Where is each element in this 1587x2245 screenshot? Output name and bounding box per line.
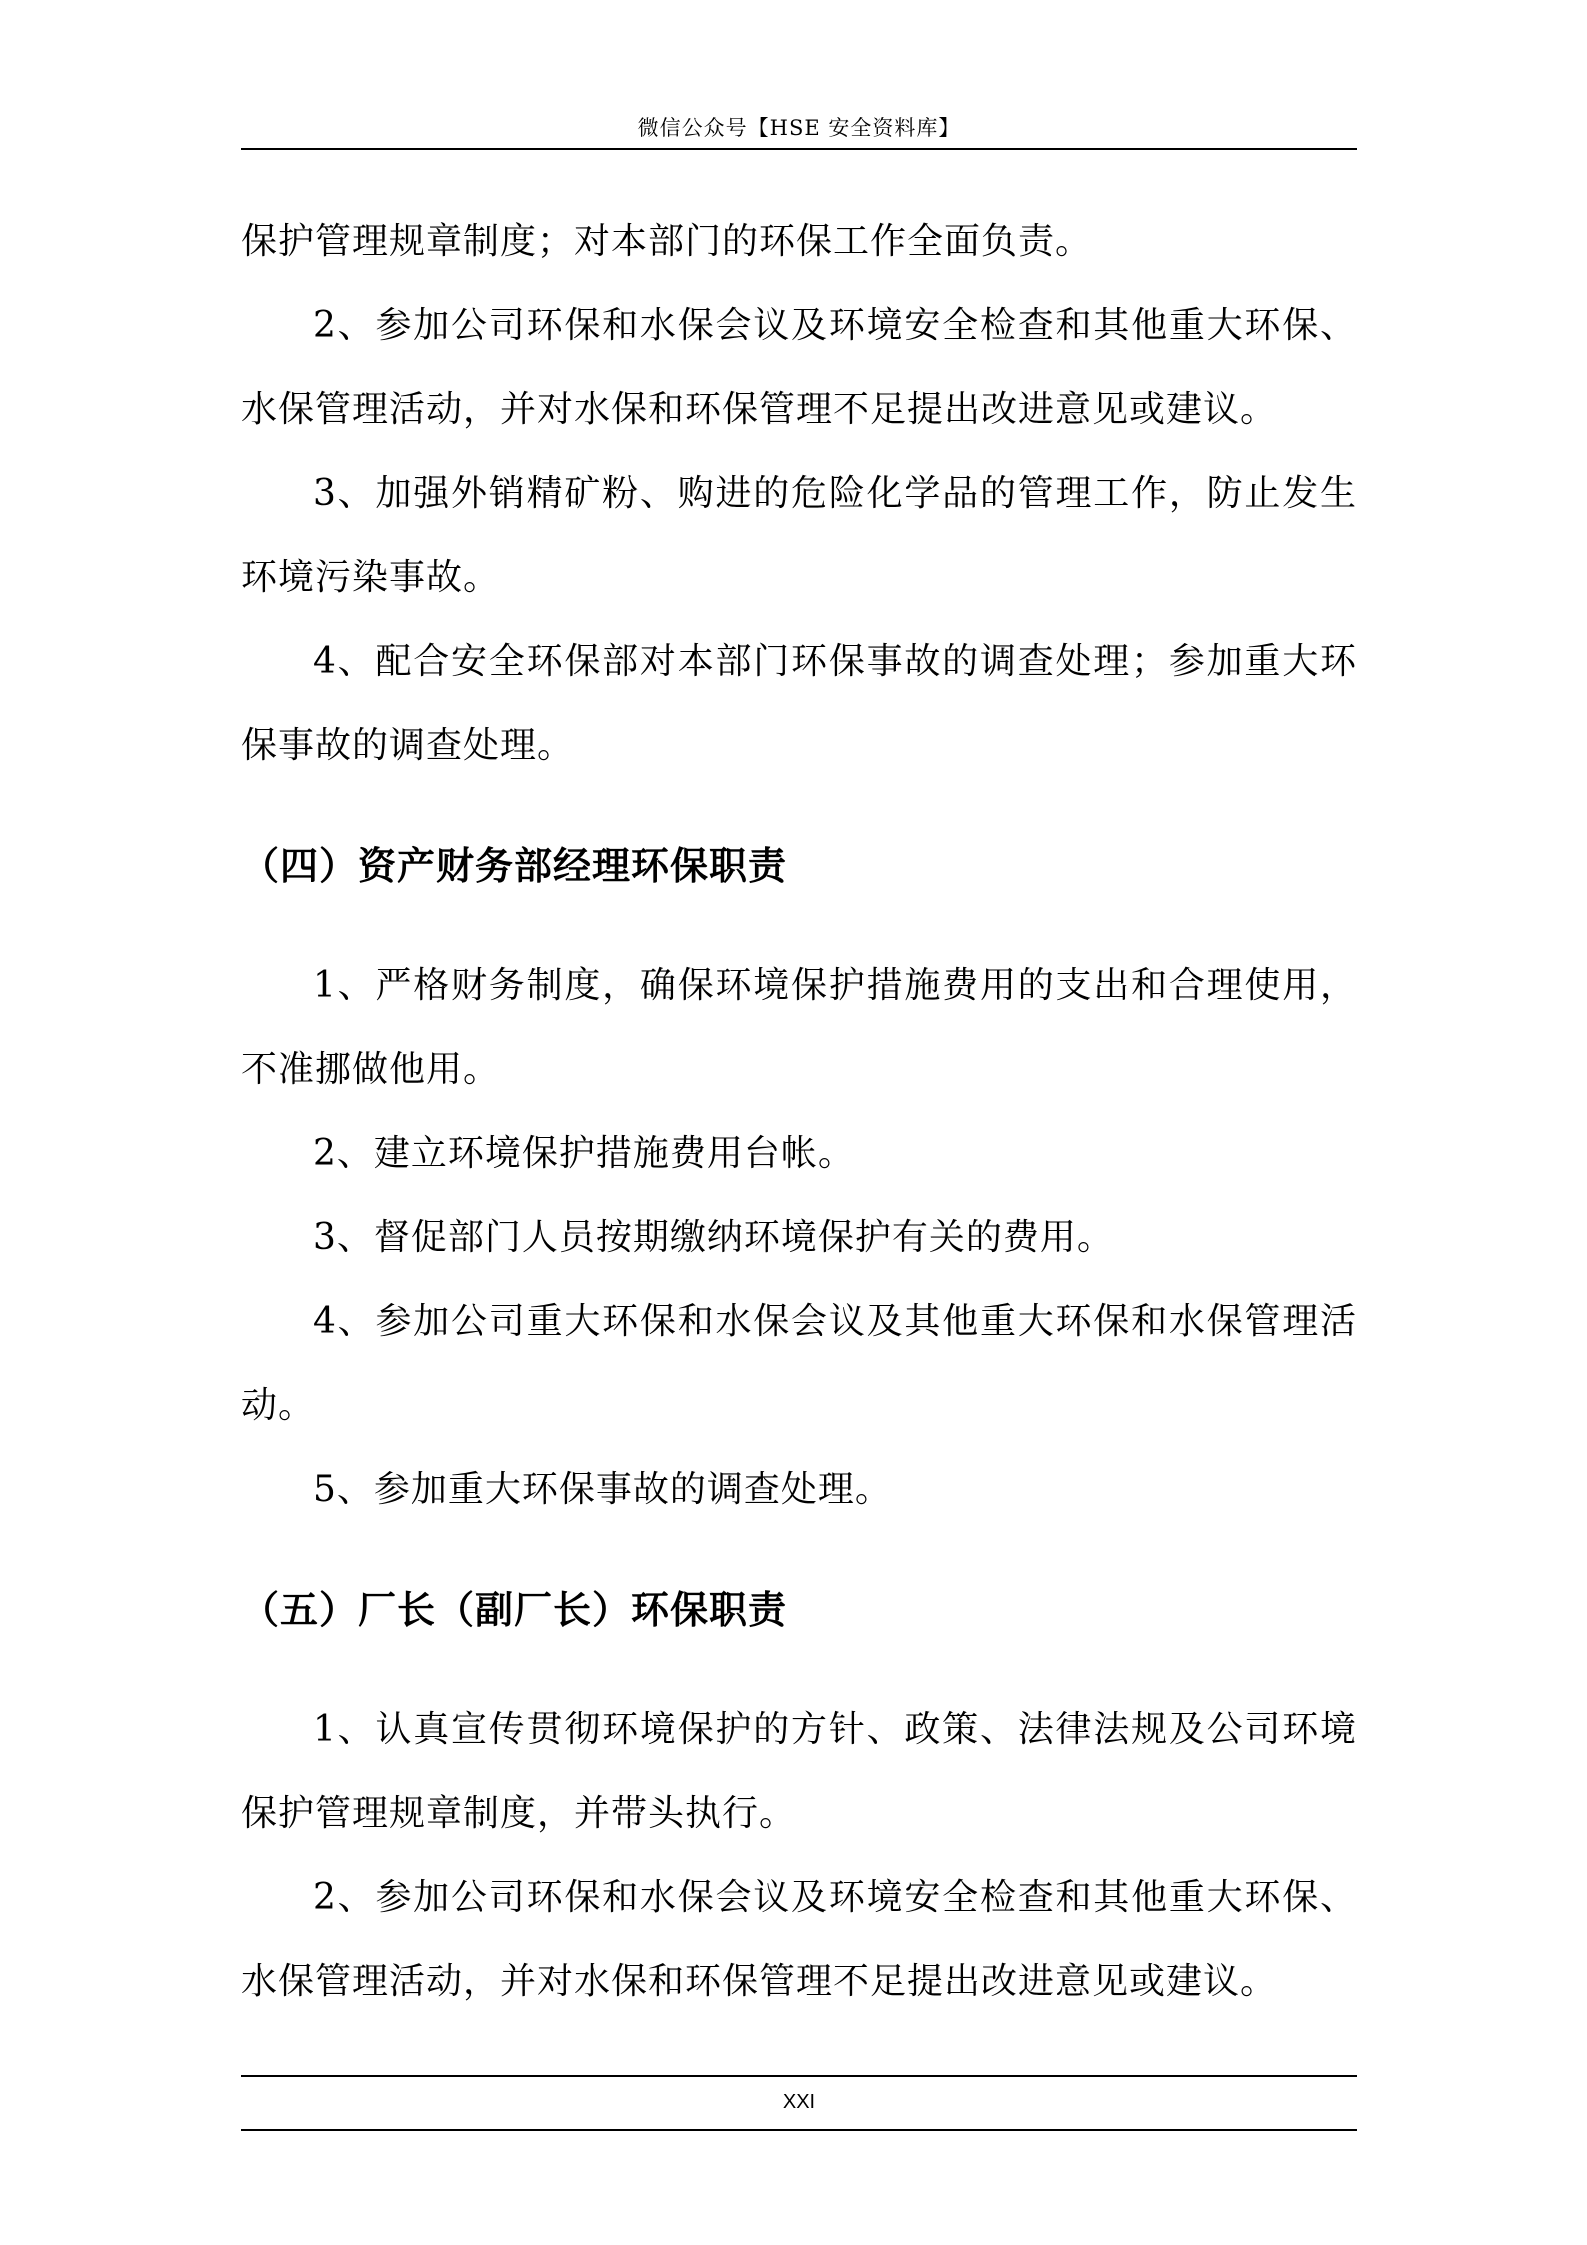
list-item: 2、参加公司环保和水保会议及环境安全检查和其他重大环保、水保管理活动，并对水保和环保管理不足提出改进意见或建议。 xyxy=(241,305,1357,430)
list-item: 3、加强外销精矿粉、购进的危险化学品的管理工作，防止发生环境污染事故。 xyxy=(241,473,1357,598)
list-item: 2、建立环境保护措施费用台帐。 xyxy=(313,1133,855,1174)
list-item: 1、认真宣传贯彻环境保护的方针、政策、法律法规及公司环境保护管理规章制度，并带头执行。 xyxy=(241,1709,1357,1834)
section-heading-finance: （四）资产财务部经理环保职责 xyxy=(241,843,788,888)
list-item: 4、配合安全环保部对本部门环保事故的调查处理；参加重大环保事故的调查处理。 xyxy=(241,641,1357,766)
list-item: 1、严格财务制度，确保环境保护措施费用的支出和合理使用，不准挪做他用。 xyxy=(241,965,1357,1090)
page-footer xyxy=(241,2075,1357,2131)
list-item: 4、参加公司重大环保和水保会议及其他重大环保和水保管理活动。 xyxy=(241,1301,1357,1426)
list-item: 3、督促部门人员按期缴纳环境保护有关的费用。 xyxy=(313,1217,1114,1258)
document-body xyxy=(241,200,1357,2024)
section-heading-factory-director: （五）厂长（副厂长）环保职责 xyxy=(241,1587,788,1632)
page-number: XXI xyxy=(782,2091,816,2113)
paragraph: 保护管理规章制度；对本部门的环保工作全面负责。 xyxy=(241,221,1093,262)
header-text: 微信公众号【HSE 安全资料库】 xyxy=(637,116,961,140)
list-item: 5、参加重大环保事故的调查处理。 xyxy=(313,1469,892,1510)
list-item: 2、参加公司环保和水保会议及环境安全检查和其他重大环保、水保管理活动，并对水保和环保管理不足提出改进意见或建议。 xyxy=(241,1877,1357,2002)
page-header xyxy=(241,108,1357,150)
